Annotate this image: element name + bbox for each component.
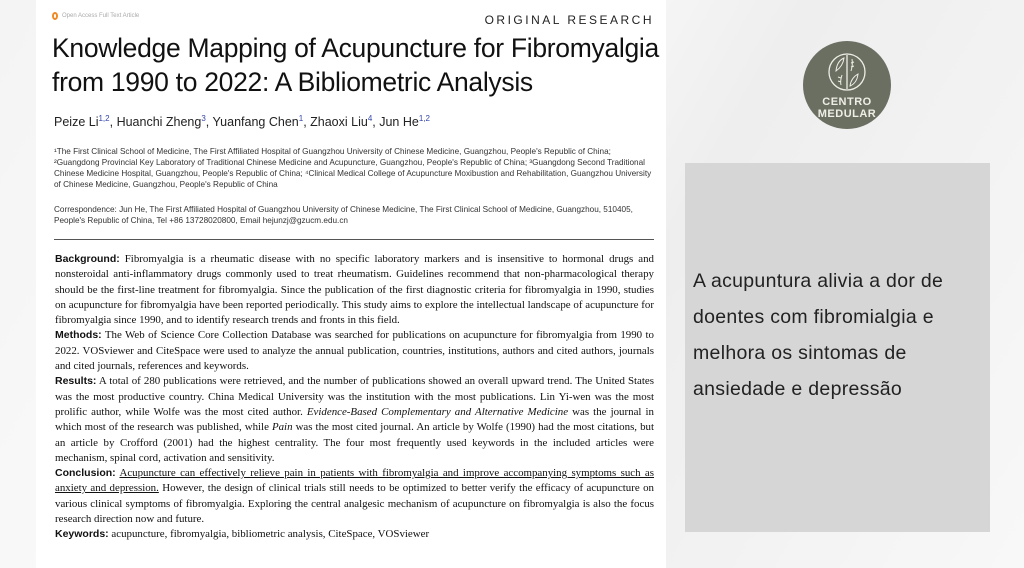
- article-page: [36, 0, 666, 568]
- callout-text: A acupuntura alivia a dor de doentes com fibromialgia e melhora os sintomas de ansiedade e depressão: [693, 270, 944, 400]
- abstract-keywords: Keywords: acupuncture, fibromyalgia, bibliometric analysis, CiteSpace, VOSviewer: [55, 528, 430, 541]
- divider: [54, 239, 654, 240]
- authors: Peize Li$^{1,2}$, Huanchi Zheng$^3$, Yuanfang Chen$^1$, Zhaoxi Liu$^4$, Jun He$^{1,2}$: [54, 114, 430, 130]
- abstract: [55, 252, 654, 543]
- centro-medular-logo: CENTRO MEDULAR: [803, 41, 891, 129]
- abstract-background: Background: Fibromyalgia is a rheumatic disease with no specific laboratory markers and is insensitive to hormonal drugs and nonsteroidal anti-inflammatory drugs commonly used to treat rheumatism. Guidelines recommend that non-pharmacological therapy should be the first-line treatment for fibromyalgia. Since the publication of the first diagnostic criteria for fibromyalgia in 1990, studies on acupuncture for fibromyalgia have been reported periodically. This study aims to explore the intellectual landscape of acupuncture for fibromyalgia since 1990, and to identify research trends and fronts in this field.: [55, 253, 654, 327]
- leaf-emblem-icon: [827, 51, 867, 93]
- affiliations: ¹The First Clinical School of Medicine, The First Affiliated Hospital of Guangzhou University of Chinese Medicine, Guangzhou, People's Republic of China; ²Guangdong Provincial Key Laboratory of Traditional Chinese Medicine and Acupuncture, Guangzhou, People's Republic of China; ³Guangdong Second Traditional Chinese Medicine Hospital, Guangzhou, People's Republic of China; ⁴Clinical Medical College of Acupuncture Moxibustion and Rehabilitation, Guangzhou University of Chinese Medicine, Guangzhou, People's Republic of China: [54, 147, 652, 189]
- section-label: ORIGINAL RESEARCH: [484, 13, 654, 27]
- abstract-results: Results: A total of 280 publications were retrieved, and the number of publications showed an overall upward trend. The United States was the most productive country. China Medical University was the institution with the most publications. Lin Yi-wen was the most prolific author, while Wolfe was the most cited author. Evidence-Based Complementary and Alternative Medicine was the journal in which most of the research was published, while Pain was the most cited journal. An article by Wolfe (1990) had the most citations, but an article by Crofford (2001) had the highest centrality. The four most frequently used keywords in the included articles were mechanism, spinal cord, activation and sensitivity.: [55, 375, 654, 464]
- correspondence: Correspondence: Jun He, The First Affiliated Hospital of Guangzhou University of Chinese Medicine, The First Clinical School of Medicine, Guangzhou, 510405, People's Republic of China, Tel +86 13728020800, Email hejunzj@gzucm.edu.cn: [54, 205, 633, 225]
- abstract-conclusion: Conclusion: Acupuncture can effectively relieve pain in patients with fibromyalgia and improve accompanying symptoms such as anxiety and depression. However, the design of clinical trials still needs to be optimized to better verify the efficacy of acupuncture on various clinical symptoms of fibromyalgia. Exploring the central analgesic mechanism of acupuncture on fibromyalgia is also the focus research direction now and future.: [55, 467, 654, 526]
- callout-box: [685, 163, 990, 532]
- highlighted-conclusion: Acupuncture can effectively relieve pain in patients with fibromyalgia and improve accompanying symptoms such as anxiety and depression.: [55, 467, 654, 495]
- open-access-badge: Open Access Full Text Article: [52, 12, 139, 20]
- article-title: Knowledge Mapping of Acupuncture for Fibromyalgia from 1990 to 2022: A Bibliometric Analysis: [52, 33, 659, 97]
- open-access-icon: [52, 12, 58, 20]
- abstract-methods: Methods: The Web of Science Core Collection Database was searched for publications on acupuncture for fibromyalgia from 1990 to 2022. VOSviewer and CiteSpace were used to analyze the annual publication, countries, institutions, authors and cited authors, journals and cited journals, references and keywords.: [55, 329, 654, 373]
